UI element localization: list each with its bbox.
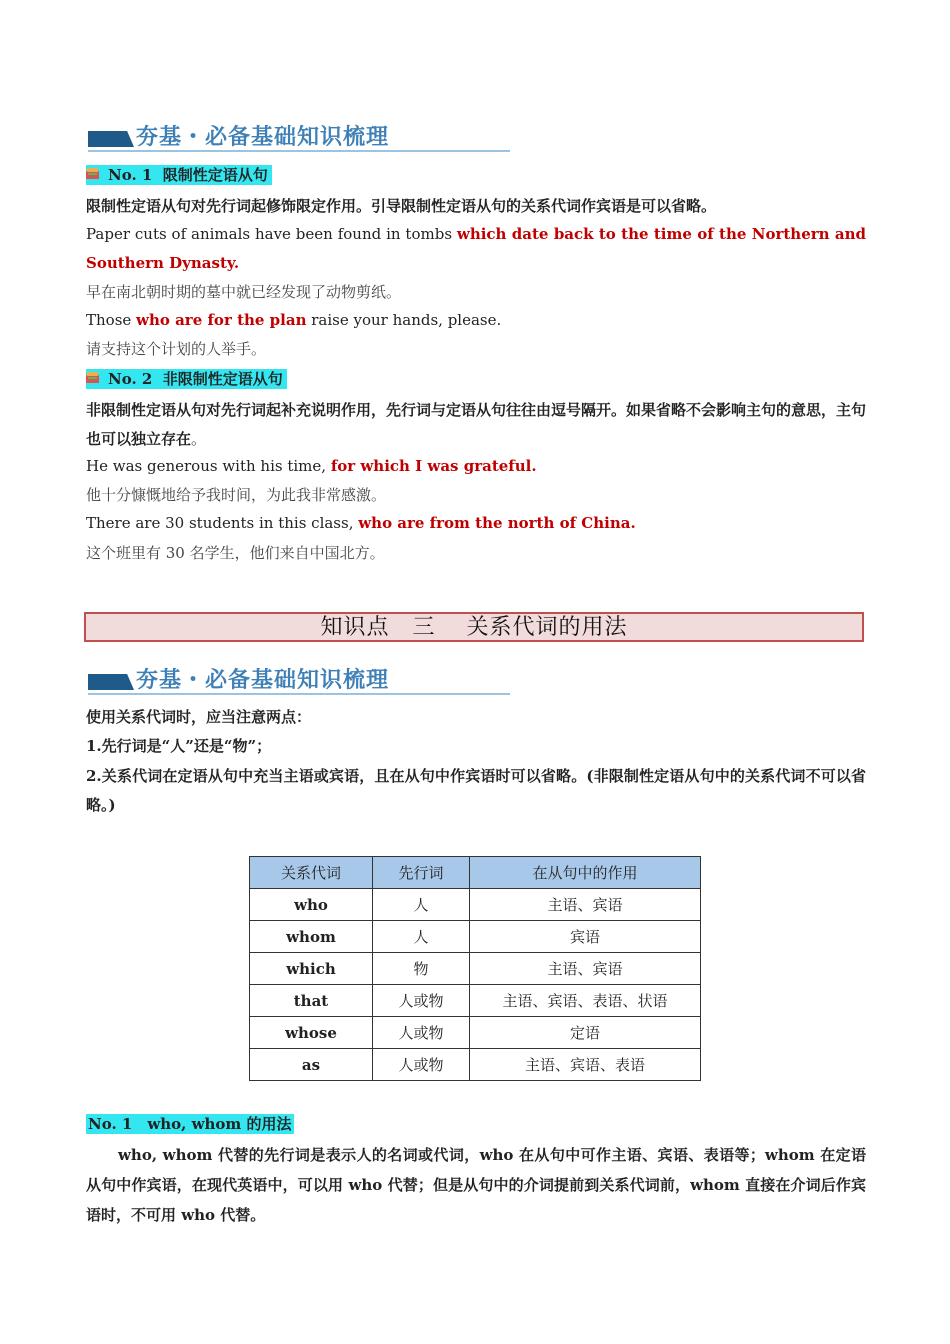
table-cell: that <box>250 985 373 1017</box>
table-cell: 人 <box>373 921 470 953</box>
table-cell: 人或物 <box>373 1017 470 1049</box>
example-en: He was generous with his time, for which I was grateful. <box>86 457 537 475</box>
example-cn: 早在南北朝时期的墓中就已经发现了动物剪纸。 <box>86 283 402 301</box>
banner-title: 夯基・必备基础知识梳理 <box>136 667 390 693</box>
book-icon <box>86 168 100 180</box>
table-row <box>250 889 701 921</box>
table-row <box>250 1049 701 1081</box>
table-cell: 物 <box>373 953 470 985</box>
table-row <box>250 953 701 985</box>
banner-bar <box>88 131 134 147</box>
paragraph: 1.先行词是“人”还是“物”； <box>86 737 272 755</box>
section-banner <box>86 661 510 703</box>
paragraph: 使用关系代词时，应当注意两点： <box>86 708 312 726</box>
subheading-who-whom: No. 1 who, whom 的用法 <box>88 1115 292 1133</box>
subheading-label: No. 2 非限制性定语从句 <box>86 369 287 389</box>
table-cell: 主语、宾语、表语、状语 <box>470 985 701 1017</box>
example-cn: 请支持这个计划的人举手。 <box>86 340 267 358</box>
table-cell: 主语、宾语 <box>470 889 701 921</box>
table-row <box>250 921 701 953</box>
table-cell: which <box>250 953 373 985</box>
table-cell: 宾语 <box>470 921 701 953</box>
table-cell: 主语、宾语 <box>470 953 701 985</box>
section-banner <box>86 118 510 160</box>
example-en: Paper cuts of animals have been found in tombs which date back to the time of the Northern and Southern Dynasty. <box>86 225 867 272</box>
table-header-row <box>250 857 701 889</box>
table-cell: as <box>250 1049 373 1081</box>
paragraph: who, whom 代替的先行词是表示人的名词或代词，who 在从句中可作主语、宾语、表语等；whom 在定语从句中作宾语，在现代英语中，可以用 who 代替；但是从句中的介词提前到关系代词前，whom 直接在介词后作宾语时，不可用 who 代替。 <box>86 1146 866 1224</box>
subheading-no1 <box>86 164 272 186</box>
subheading-no2 <box>86 368 287 390</box>
table-cell: whom <box>250 921 373 953</box>
table-cell: 主语、宾语、表语 <box>470 1049 701 1081</box>
banner-underline <box>88 150 510 152</box>
knowledge-point-title: 知识点 三 关系代词的用法 <box>84 612 864 642</box>
table-cell: 人或物 <box>373 985 470 1017</box>
table-row <box>250 1017 701 1049</box>
example-cn: 这个班里有 30 名学生，他们来自中国北方。 <box>86 544 385 562</box>
paragraph: 限制性定语从句对先行词起修饰限定作用。引导限制性定语从句的关系代词作宾语是可以省略。 <box>86 197 717 215</box>
example-en: Those who are for the plan raise your hands, please. <box>86 311 502 329</box>
banner-underline <box>88 693 510 695</box>
table-cell: 定语 <box>470 1017 701 1049</box>
banner-bar <box>88 674 134 690</box>
subheading-label: No. 1 限制性定语从句 <box>86 165 272 185</box>
table-cell: whose <box>250 1017 373 1049</box>
table-cell: who <box>250 889 373 921</box>
table-header: 在从句中的作用 <box>470 857 701 889</box>
paragraph: 非限制性定语从句对先行词起补充说明作用，先行词与定语从句往往由逗号隔开。如果省略不会影响主句的意思，主句也可以独立存在。 <box>86 401 867 448</box>
relative-pronoun-table <box>249 856 701 1081</box>
banner-title: 夯基・必备基础知识梳理 <box>136 124 390 150</box>
paragraph: 2.关系代词在定语从句中充当主语或宾语，且在从句中作宾语时可以省略。(非限制性定语从句中的关系代词不可以省略。) <box>86 767 866 814</box>
table-header: 先行词 <box>373 857 470 889</box>
example-en: There are 30 students in this class, who are from the north of China. <box>86 514 636 532</box>
table-row <box>250 985 701 1017</box>
example-cn: 他十分慷慨地给予我时间，为此我非常感激。 <box>86 486 387 504</box>
book-icon <box>86 372 100 384</box>
table-header: 关系代词 <box>250 857 373 889</box>
table-cell: 人 <box>373 889 470 921</box>
table-cell: 人或物 <box>373 1049 470 1081</box>
